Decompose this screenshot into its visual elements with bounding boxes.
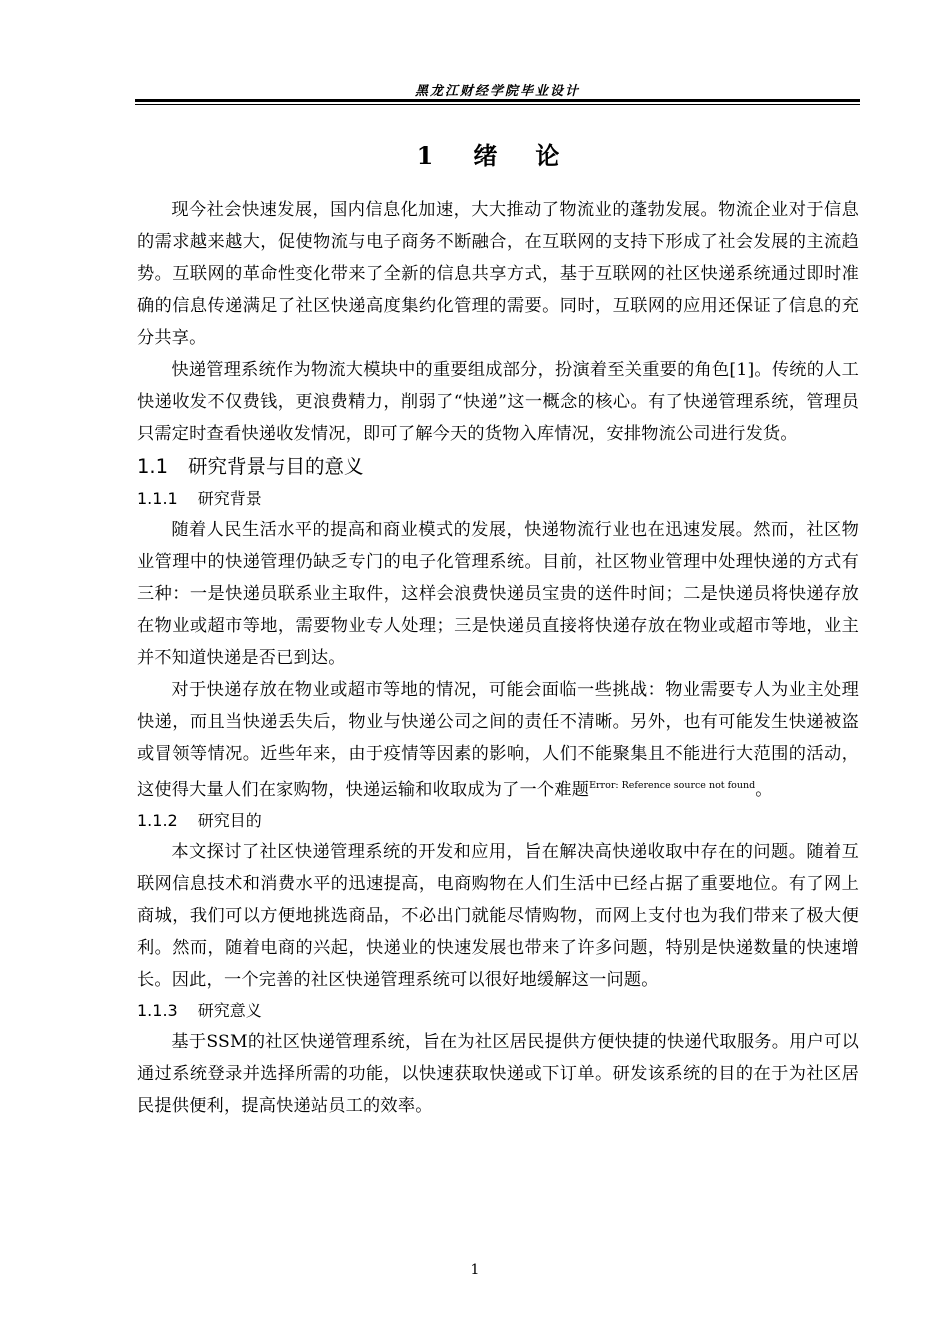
background-paragraph-2-end: 。 [755,780,773,800]
page-content [137,140,859,1122]
subsection-heading-1-1-1 [137,484,859,514]
background-paragraph-1: 随着人民生活水平的提高和商业模式的发展，快递物流行业也在迅速发展。然而，社区物业管理中的快递管理仍缺乏专门的电子化管理系统。目前，社区物业管理中处理快递的方式有三种：一是快递员联系业主取件，这样会浪费快递员宝贵的送件时间；二是快递员将快递存放在物业或超市等地，需要物业专人处理；三是快递员直接将快递存放在物业或超市等地，业主并不知道快递是否已到达。 [137,520,859,668]
page-number: 1 [470,1262,480,1278]
subsection-title: 研究背景 [197,489,262,508]
header-rule-thick [135,99,860,102]
subsection-number: 1.1.1 [137,489,178,508]
chapter-number: 1 [416,141,436,170]
background-paragraph-2 [137,674,859,806]
subsection-title: 研究意义 [197,1001,262,1020]
purpose-paragraph: 本文探讨了社区快递管理系统的开发和应用，旨在解决高快递收取中存在的问题。随着互联网信息技术和消费水平的迅速提高，电商购物在人们生活中已经占据了重要地位。有了网上商城，我们可以方便地挑选商品，不必出门就能尽情购物，而网上支付也为我们带来了极大便利。然而，随着电商的兴起，快递业的快速发展也带来了许多问题，特别是快递数量的快速增长。因此，一个完善的社区快递管理系统可以很好地缓解这一问题。 [137,842,859,990]
section-number: 1.1 [137,455,169,478]
chapter-title-char-2: 论 [535,141,562,170]
section-heading-1-1 [137,450,859,484]
chapter-title [137,140,859,172]
intro-paragraph-1: 现今社会快速发展，国内信息化加速，大大推动了物流业的蓬勃发展。物流企业对于信息的需求越来越大，促使物流与电子商务不断融合，在互联网的支持下形成了社会发展的主流趋势。互联网的革命性变化带来了全新的信息共享方式，基于互联网的社区快递系统通过即时准确的信息传递满足了社区快递高度集约化管理的需要。同时，互联网的应用还保证了信息的充分共享。 [137,200,859,348]
background-paragraph-2-text: 对于快递存放在物业或超市等地的情况，可能会面临一些挑战：物业需要专人为业主处理快递，而且当快递丢失后，物业与快递公司之间的责任不清晰。另外，也有可能发生快递被盗或冒领等情况。近些年来，由于疫情等因素的影响，人们不能聚集且不能进行大范围的活动，这使得大量人们在家购物，快递运输和收取成为了一个难题 [137,680,859,800]
subsection-number: 1.1.3 [137,1001,178,1020]
section-title: 研究背景与目的意义 [188,455,364,478]
subsection-number: 1.1.2 [137,811,178,830]
reference-error: Error: Reference source not found [589,780,756,791]
subsection-heading-1-1-2 [137,806,859,836]
subsection-title: 研究目的 [197,811,262,830]
subsection-heading-1-1-3 [137,996,859,1026]
significance-paragraph: 基于SSM的社区快递管理系统，旨在为社区居民提供方便快捷的快递代取服务。用户可以通过系统登录并选择所需的功能，以快速获取快递或下订单。研发该系统的目的在于为社区居民提供便利，提高快递站员工的效率。 [137,1032,859,1116]
page-header: 黑龙江财经学院毕业设计 [414,84,580,99]
intro-paragraph-2: 快递管理系统作为物流大模块中的重要组成部分，扮演着至关重要的角色[1]。传统的人工快递收发不仅费钱，更浪费精力，削弱了“快递”这一概念的核心。有了快递管理系统，管理员只需定时查看快递收发情况，即可了解今天的货物入库情况，安排物流公司进行发货。 [137,360,859,444]
chapter-title-char-1: 绪 [473,141,500,170]
header-rule-thin [135,104,860,105]
